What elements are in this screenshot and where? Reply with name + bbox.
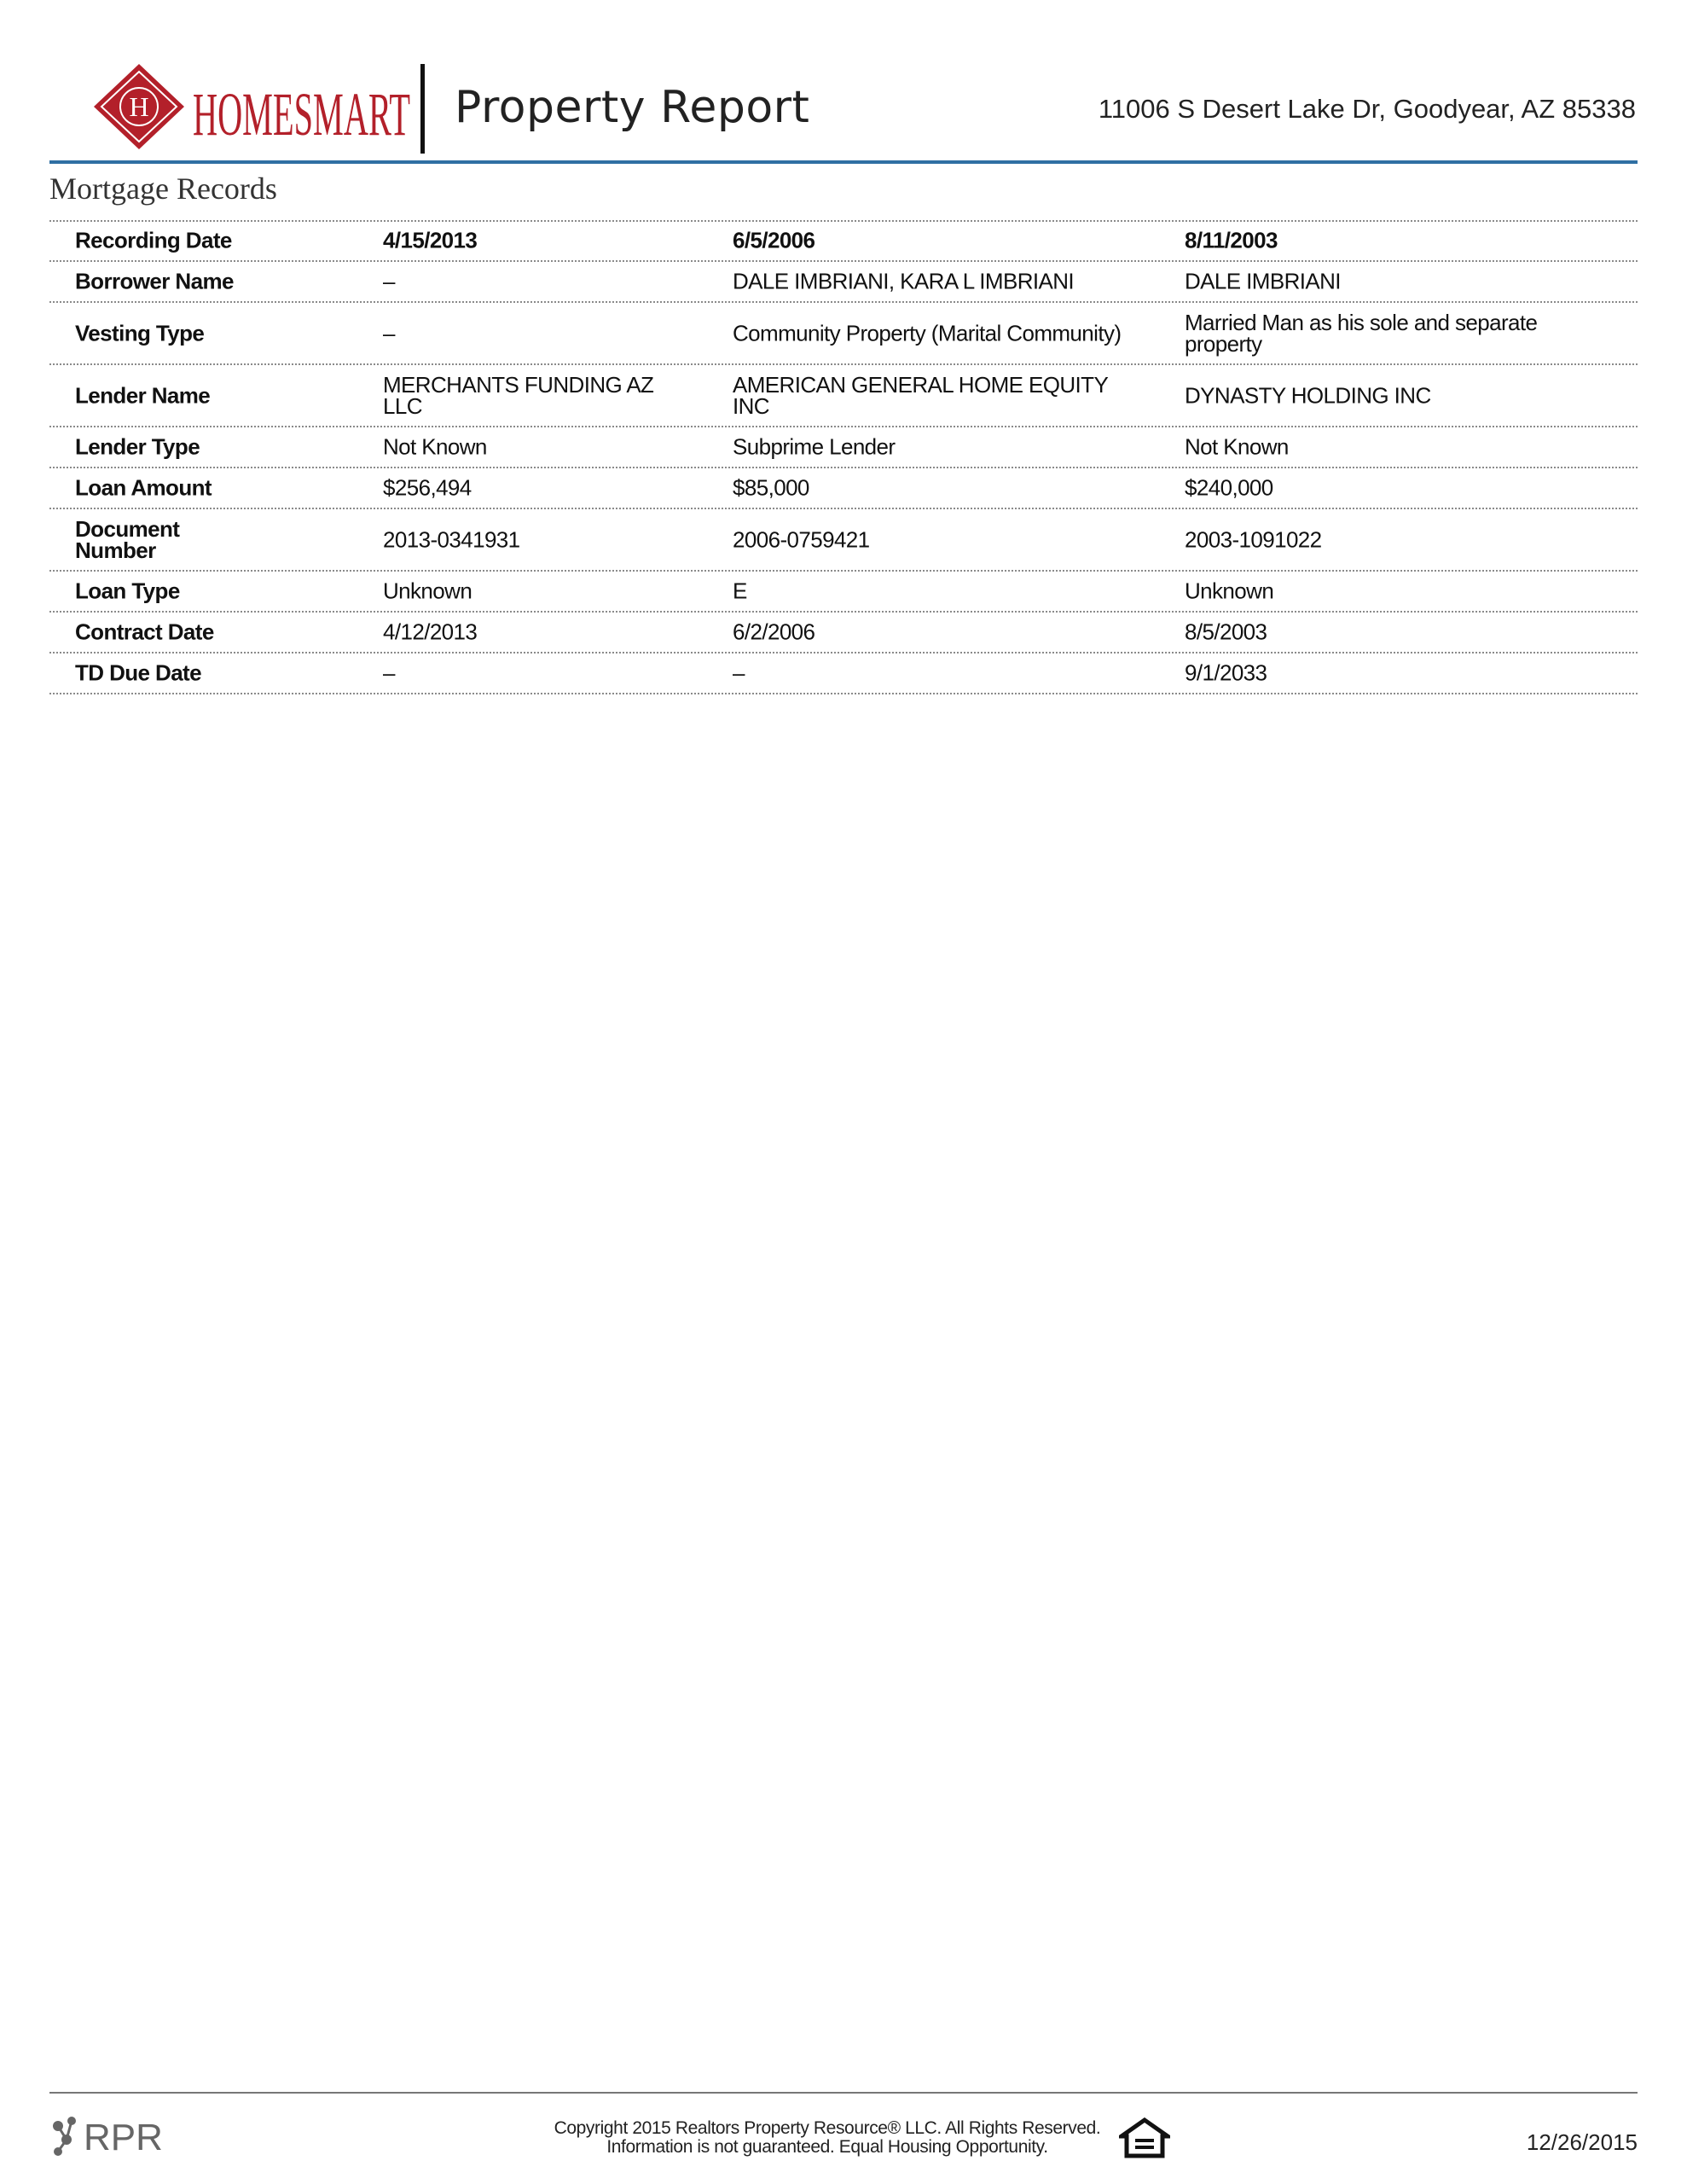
row-label: TD Due Date <box>75 659 201 686</box>
cell-value: DYNASTY HOLDING INC <box>1185 382 1431 408</box>
table-row <box>49 365 1638 427</box>
cell-value: $256,494 <box>383 474 472 501</box>
row-label: Loan Type <box>75 578 180 604</box>
table-row <box>49 468 1638 509</box>
disclaimer-line: Information is not guaranteed. Equal Housing Opportunity. <box>606 2137 1048 2157</box>
table-row <box>49 572 1638 613</box>
row-label: Vesting Type <box>75 320 205 346</box>
cell-value: – <box>383 268 395 294</box>
report-title: Property Report <box>455 82 810 133</box>
cell-value: Unknown <box>383 578 472 604</box>
cell-value: E <box>733 578 747 604</box>
cell-value: – <box>383 320 395 346</box>
footer-rule <box>49 2092 1638 2094</box>
logo-divider <box>420 64 425 154</box>
cell-value: DALE IMBRIANI, KARA L IMBRIANI <box>733 268 1075 294</box>
cell-value: Married Man as his sole and separate property <box>1185 309 1538 357</box>
section-title: Mortgage Records <box>49 171 277 206</box>
cell-value: 6/2/2006 <box>733 619 815 645</box>
row-label: Document Number <box>75 515 180 563</box>
row-label: Recording Date <box>75 227 232 253</box>
table-row <box>49 303 1638 365</box>
property-address: 11006 S Desert Lake Dr, Goodyear, AZ 85338 <box>1098 94 1636 124</box>
cell-value: – <box>383 659 395 686</box>
mortgage-records-table <box>49 221 1638 694</box>
cell-value: Unknown <box>1185 578 1274 604</box>
row-label: Lender Type <box>75 433 200 460</box>
cell-value: Community Property (Marital Community) <box>733 320 1122 346</box>
cell-value: MERCHANTS FUNDING AZ LLC <box>383 371 654 419</box>
footer-copyright <box>478 2119 1177 2157</box>
equal-housing-icon <box>1119 2117 1170 2158</box>
rpr-logo-icon <box>49 2109 194 2160</box>
row-label: Lender Name <box>75 382 211 408</box>
table-row <box>49 262 1638 303</box>
table-row <box>49 613 1638 653</box>
row-label: Contract Date <box>75 619 214 645</box>
cell-value: – <box>733 659 745 686</box>
page-header <box>49 51 1636 162</box>
table-row <box>49 653 1638 694</box>
cell-value: Not Known <box>383 433 487 460</box>
header-rule <box>49 160 1638 164</box>
row-label: Borrower Name <box>75 268 234 294</box>
row-label: Loan Amount <box>75 474 212 501</box>
cell-value: 2006-0759421 <box>733 526 870 552</box>
copyright-line: Copyright 2015 Realtors Property Resource® LLC. All Rights Reserved. <box>554 2118 1101 2138</box>
cell-value: 2003-1091022 <box>1185 526 1322 552</box>
logo-wordmark: HOMESMART <box>193 80 410 148</box>
footer-date: 12/26/2015 <box>1526 2129 1638 2155</box>
cell-value: $240,000 <box>1185 474 1273 501</box>
cell-value: DALE IMBRIANI <box>1185 268 1341 294</box>
cell-value: 6/5/2006 <box>733 227 815 253</box>
table-row <box>49 221 1638 262</box>
table-row <box>49 427 1638 468</box>
cell-value: 2013-0341931 <box>383 526 520 552</box>
cell-value: 8/11/2003 <box>1185 227 1278 253</box>
logo-mark: H <box>129 91 149 122</box>
table-row <box>49 509 1638 572</box>
cell-value: Not Known <box>1185 433 1289 460</box>
cell-value: 9/1/2033 <box>1185 659 1267 686</box>
cell-value: Subprime Lender <box>733 433 896 460</box>
homesmart-logo <box>92 60 416 154</box>
rpr-label: RPR <box>84 2117 163 2158</box>
cell-value: 4/15/2013 <box>383 227 478 253</box>
cell-value: 4/12/2013 <box>383 619 478 645</box>
cell-value: $85,000 <box>733 474 809 501</box>
cell-value: 8/5/2003 <box>1185 619 1267 645</box>
cell-value: AMERICAN GENERAL HOME EQUITY INC <box>733 371 1108 419</box>
